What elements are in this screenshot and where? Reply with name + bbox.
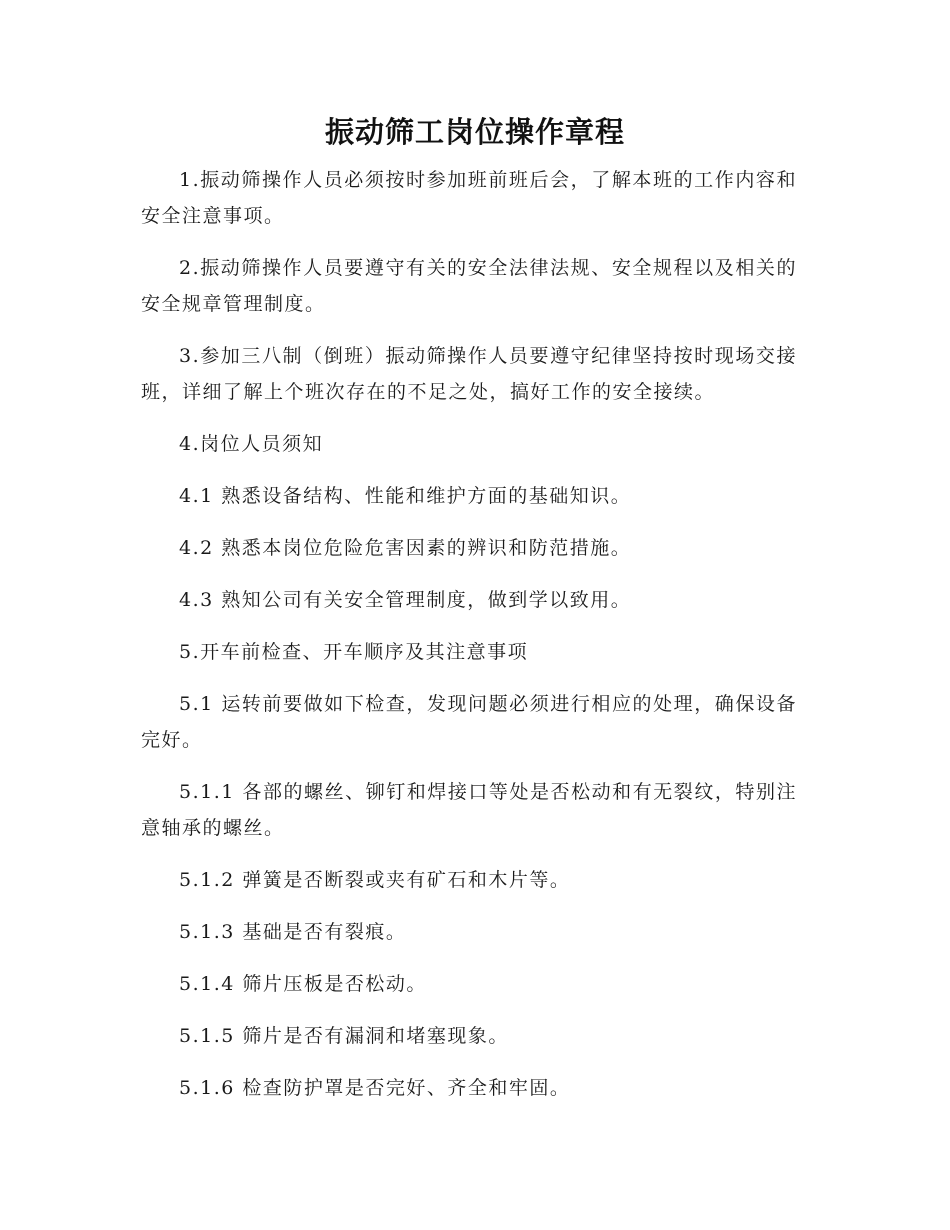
document-body	[141, 162, 797, 1122]
paragraph-4-2: 4.2 熟悉本岗位危险危害因素的辨识和防范措施。	[179, 537, 632, 559]
paragraph-4-1: 4.1 熟悉设备结构、性能和维护方面的基础知识。	[179, 485, 632, 507]
paragraph-5-1-6: 5.1.6 检查防护罩是否完好、齐全和牢固。	[179, 1077, 571, 1099]
paragraph-4: 4.岗位人员须知	[179, 433, 324, 455]
paragraph-4-3: 4.3 熟知公司有关安全管理制度，做到学以致用。	[179, 589, 632, 611]
paragraph-5-1-3: 5.1.3 基础是否有裂痕。	[179, 921, 407, 943]
paragraph-3: 3.参加三八制（倒班）振动筛操作人员要遵守纪律坚持按时现场交接班，详细了解上个班次存在的不足之处，搞好工作的安全接续。	[141, 345, 797, 403]
paragraph-5-1: 5.1 运转前要做如下检查，发现问题必须进行相应的处理，确保设备完好。	[141, 693, 797, 751]
paragraph-5-1-5: 5.1.5 筛片是否有漏洞和堵塞现象。	[179, 1025, 509, 1047]
paragraph-1: 1.振动筛操作人员必须按时参加班前班后会，了解本班的工作内容和安全注意事项。	[141, 169, 797, 227]
paragraph-2: 2.振动筛操作人员要遵守有关的安全法律法规、安全规程以及相关的安全规章管理制度。	[141, 257, 797, 315]
paragraph-5-1-1: 5.1.1 各部的螺丝、铆钉和焊接口等处是否松动和有无裂纹，特别注意轴承的螺丝。	[141, 781, 797, 839]
paragraph-5: 5.开车前检查、开车顺序及其注意事项	[179, 641, 529, 663]
paragraph-5-1-2: 5.1.2 弹簧是否断裂或夹有矿石和木片等。	[179, 869, 571, 891]
document-title: 振动筛工岗位操作章程	[324, 115, 625, 149]
paragraph-5-1-4: 5.1.4 筛片压板是否松动。	[179, 973, 427, 995]
